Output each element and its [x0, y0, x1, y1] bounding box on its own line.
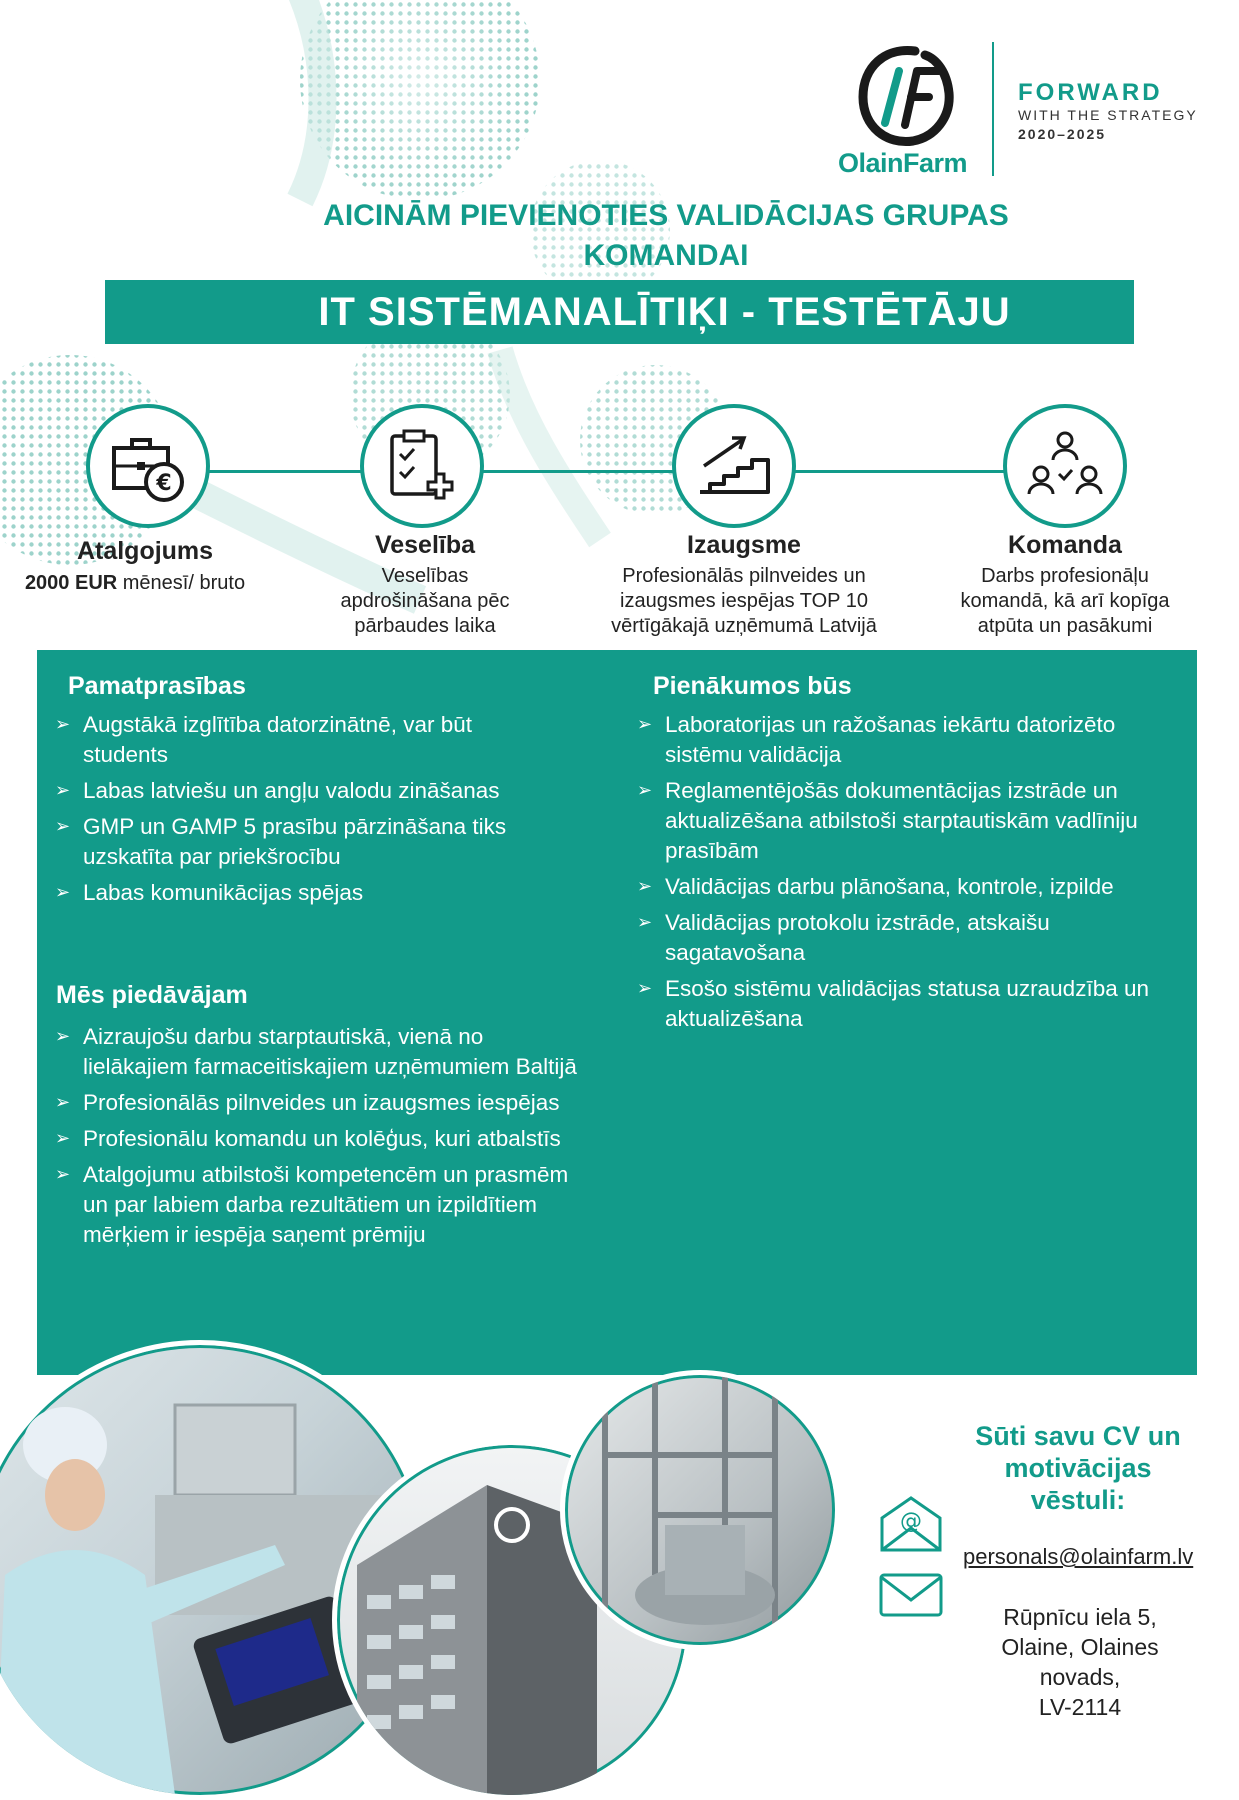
benefit-text-team: Darbs profesionāļu komandā, kā arī kopīga atpūta un pasākumi [960, 565, 1170, 637]
offer-heading: Mēs piedāvājam [56, 981, 248, 1009]
briefcase-euro-icon [108, 426, 188, 506]
benefit-circle-growth [672, 404, 796, 528]
clipboard-health-icon [382, 426, 462, 506]
benefit-title-team: Komanda [1008, 531, 1122, 559]
list-item: ➢ Profesionālu komandu un kolēģus, kuri atbalstīs [55, 1124, 585, 1154]
logo-divider [992, 42, 994, 176]
cta-line1: Sūti savu CV un [975, 1421, 1181, 1451]
list-item: ➢ Profesionālās pilnveides un izaugsmes iespējas [55, 1088, 585, 1118]
list-item: ➢ Labas latviešu un angļu valodu zināšanas [55, 776, 525, 806]
list-item: ➢ Augstākā izglītība datorzinātnē, var būt students [55, 710, 525, 770]
benefit-title-salary: Atalgojums [76, 537, 214, 565]
requirements-heading: Pamatprasības [68, 672, 246, 700]
brand-name: OlainFarm [838, 148, 968, 178]
team-icon [1025, 426, 1105, 506]
benefit-text-health: Veselības apdrošināšana pēc pārbaudes laika [340, 565, 510, 637]
svg-text:€: € [156, 471, 172, 496]
email-link[interactable]: personals@olainfarm.lv [963, 1544, 1194, 1569]
list-item: ➢ GMP un GAMP 5 prasību pārzināšana tiks uzskatīta par priekšrocību [55, 812, 525, 872]
duties-heading: Pienākumos būs [653, 672, 852, 700]
photo-production-equipment [560, 1370, 840, 1650]
list-item: ➢ Aizraujošu darbu starptautiskā, vienā no lielākajiem farmaceitiskajiem uzņēmumiem Baltijā [55, 1022, 585, 1082]
headline-line1: AICINĀM PIEVIENOTIES VALIDĀCIJAS GRUPAS [323, 199, 1009, 232]
email-at-icon [878, 1494, 944, 1554]
benefits-connector-line [140, 470, 1120, 473]
headline-line2: KOMANDAI [583, 239, 749, 272]
cv-call-to-action [948, 1420, 1208, 1516]
stairs-growth-icon [694, 426, 774, 506]
svg-text:@: @ [900, 1509, 922, 1534]
requirements-list [55, 710, 525, 914]
benefit-text-growth: Profesionālās pilnveides un izaugsmes iespējas TOP 10 vērtīgākajā uzņēmumā Latvijā [611, 565, 877, 637]
offer-list [55, 1022, 585, 1256]
salary-amount: 2000 EUR [24, 572, 118, 594]
olainfarm-logo-icon [855, 45, 955, 149]
strategy-tagline-years: 2020–2025 [1018, 126, 1107, 142]
address-line3: novads, [1039, 1664, 1121, 1690]
equipment-illustration [565, 1375, 835, 1645]
benefit-text-salary [0, 571, 270, 596]
list-item: ➢ Esošo sistēmu validācijas statusa uzraudzība un aktualizēšana [637, 974, 1167, 1034]
position-title-bar [105, 280, 1134, 344]
list-item: ➢ Reglamentējošās dokumentācijas izstrāde un aktualizēšana atbilstoši starptautiskām vadlīniju prasībām [637, 776, 1167, 866]
list-item: ➢ Validācijas protokolu izstrāde, atskaišu sagatavošana [637, 908, 1167, 968]
headline [200, 196, 1132, 276]
cta-line3: vēstuli: [1030, 1485, 1126, 1515]
address-line2: Olaine, Olaines [1001, 1634, 1159, 1660]
strategy-tagline-sub: WITH THE STRATEGY [1018, 107, 1198, 123]
postal-address [975, 1602, 1185, 1722]
benefit-circle-team [1003, 404, 1127, 528]
benefit-circle-health [360, 404, 484, 528]
strategy-tagline-forward: FORWARD [1018, 79, 1163, 106]
benefit-title-growth: Izaugsme [687, 531, 801, 559]
address-line4: LV-2114 [1038, 1694, 1122, 1720]
details-panel [37, 650, 1197, 1375]
benefit-circle-salary [86, 404, 210, 528]
salary-period: mēnesī/ bruto [117, 572, 246, 594]
envelope-icon [878, 1572, 944, 1618]
benefit-title-health: Veselība [374, 531, 476, 559]
address-line1: Rūpnīcu iela 5, [1003, 1604, 1157, 1630]
duties-list [637, 710, 1167, 1040]
position-title: IT SISTĒMANALĪTIĶI - TESTĒTĀJU [318, 290, 1011, 334]
list-item: ➢ Validācijas darbu plānošana, kontrole, izpilde [637, 872, 1167, 902]
list-item: ➢ Labas komunikācijas spējas [55, 878, 525, 908]
cta-line2: motivācijas [1004, 1453, 1152, 1483]
list-item: ➢ Laboratorijas un ražošanas iekārtu datorizēto sistēmu validācija [637, 710, 1167, 770]
list-item: ➢ Atalgojumu atbilstoši kompetencēm un prasmēm un par labiem darba rezultātiem un izpildītiem mērķiem ir iespēja saņemt prēmiju [55, 1160, 585, 1250]
